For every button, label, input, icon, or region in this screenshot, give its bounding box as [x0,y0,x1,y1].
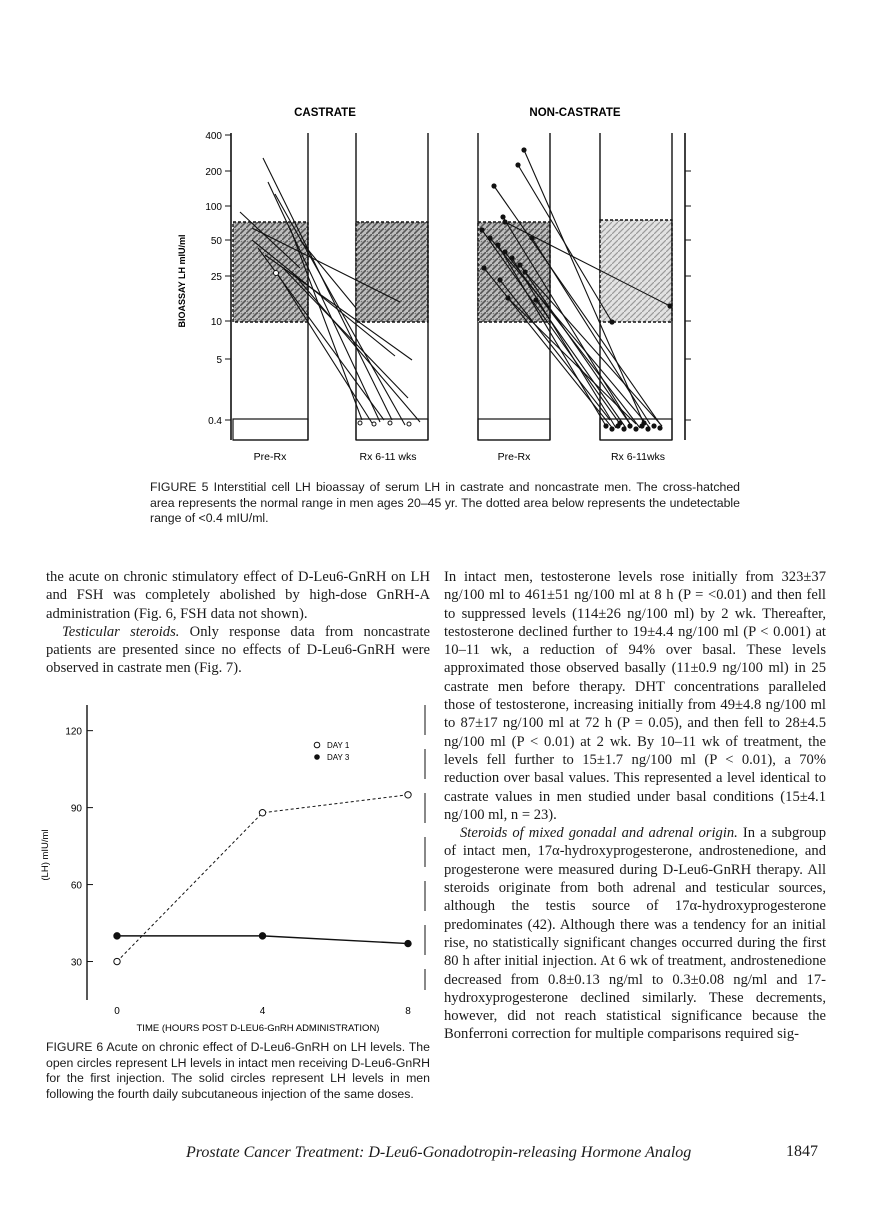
y-tick-label: 10 [210,317,222,328]
panel-noncastrate-pre [478,133,550,440]
x-label-castrate-post: Rx 6-11 wks [359,451,417,463]
y-tick-label: 50 [210,236,222,247]
right-paragraph-2: In a subgroup of intact men, 17α-hydroxyprogesterone, androstenedione, and progesterone were measured during D-Leu6-GnRH therapy. All steroids originate from both adrenal and testicular sources, although the testis source of 17α-hydroxyprogesterone predominates (42). Although there was a tendency for an initial rise, no statistically significant changes occurred during the first 80 h after initial injection. At 6 wk of treatment, androstenedione decreased from 0.8±0.13 ng/ml to 0.3±0.08 ng/ml and 17-hydroxyprogesterone declined similarly. These decrements, however, did not reach statistical significance because the Bonferroni correction for multiple comparisons required sig- [444,825,826,1043]
left-paragraph-2: Only response data from noncastrate patients are presented since no effects of D-Leu6-GnRH were observed in castrate men (Fig. 7). [46,623,431,677]
data-point-day-3 [405,940,411,946]
panel-noncastrate-post [600,133,672,440]
figure-6-caption-text: Acute on chronic effect of D-Leu6-GnRH on LH levels. The open circles represent LH levels in intact men receiving D-Leu6-GnRH for the first injection. The solid circles represent LH levels in men following the fourth daily subcutaneous injection of the same doses. [46,1040,430,1101]
y-tick-label: 5 [216,355,222,366]
legend-label-day-3: DAY 3 [327,753,350,762]
group-label-castrate: CASTRATE [294,107,356,119]
y-tick-label: 120 [65,726,82,738]
x-tick-label: 4 [259,1006,266,1017]
x-label-noncastrate-post: Rx 6-11wks [610,451,666,463]
figure-5-caption-label: FIGURE 5 [150,480,209,494]
right-paragraph-1: In intact men, testosterone levels rose initially from 323±37 ng/100 ml to 461±51 ng/100 ml at 8 h (P = <0.01) and then fell to suppressed levels (114±26 ng/100 ml) by 2 wk. Thereafter, testosterone declined further to 19±4.4 ng/100 ml (P < 0.001) at 10–11 wk, a reduction of 94% over basal. These levels approximated those observed basally (11±0.9 ng/100 ml) in 25 castrate men before therapy. DHT concentrations paralleled those of testosterone, increasing initially from 49±4.8 ng/100 ml to 87±17 ng/100 ml at 72 h (P = 0.05), and then fell to 28±4.5 ng/100 ml (P < 0.01) at 2 wk. By 10–11 wk of treatment, the levels fell further to 15±1.7 ng/100 ml (P < 0.01), a 70% reduction over basal values. This represented a level identical to castrate values in men studied under basal conditions (15±4.1 ng/100 ml, n = 23). [444,569,826,823]
x-label-castrate-pre: Pre-Rx [253,451,287,463]
right-column [444,568,826,1044]
castrate-point [274,271,279,276]
legend-marker-day-1 [314,742,320,748]
figure-6-caption [46,1040,430,1102]
page-number: 1847 [786,1143,818,1160]
running-title: Prostate Cancer Treatment: D-Leu6-Gonadotropin-releasing Hormone Analog [186,1144,692,1161]
y-tick-label: 200 [205,167,222,178]
data-point-day-1 [259,810,265,816]
y-tick-label: 30 [70,957,82,969]
legend-label-day-1: DAY 1 [327,741,350,750]
data-point-day-3 [259,933,265,939]
x-axis-label: TIME (HOURS POST D-LEU6-GnRH ADMINISTRATION) [136,1023,380,1034]
x-tick-label: 0 [114,1006,120,1017]
panel-castrate-pre [233,133,308,440]
y-axis-label: BIOASSAY LH mIU/ml [177,234,187,328]
data-point-day-1 [405,792,411,798]
left-column [46,568,430,678]
figure-6-caption-label: FIGURE 6 [46,1040,104,1054]
legend [314,741,350,762]
data-point-day-3 [114,933,120,939]
x-label-noncastrate-pre: Pre-Rx [497,451,531,463]
y-tick-label: 90 [70,803,82,815]
group-label-non-castrate: NON-CASTRATE [529,107,621,119]
legend-marker-day-3 [314,754,320,760]
y-tick-label: 0.4 [208,416,222,427]
y-tick-label: 400 [205,131,222,142]
data-point-day-1 [114,958,120,964]
left-paragraph-1: the acute on chronic stimulatory effect of D-Leu6-GnRH on LH and FSH was completely abolished by high-dose GnRH-A administration (Fig. 6, FSH data not shown). [46,569,430,622]
y-tick-label: 100 [205,202,222,213]
y-tick-label: 25 [210,272,222,283]
y-tick-label: 60 [70,880,82,892]
figure-6-chart [40,700,440,1035]
right-paragraph-2-heading: Steroids of mixed gonadal and adrenal origin. [460,825,738,842]
figure-5-caption-text: Interstitial cell LH bioassay of serum LH in castrate and noncastrate men. The cross-hatched area represents the normal range in men ages 20–45 yr. The dotted area below represents the undetectable range of <0.4 mIU/ml. [150,480,740,525]
figure-5 [150,95,710,495]
figure-5-caption [150,480,740,527]
left-paragraph-2-heading: Testicular steroids. [62,623,180,640]
y-axis-label: (LH) mIU/ml [40,829,51,881]
x-tick-label: 8 [405,1006,411,1017]
